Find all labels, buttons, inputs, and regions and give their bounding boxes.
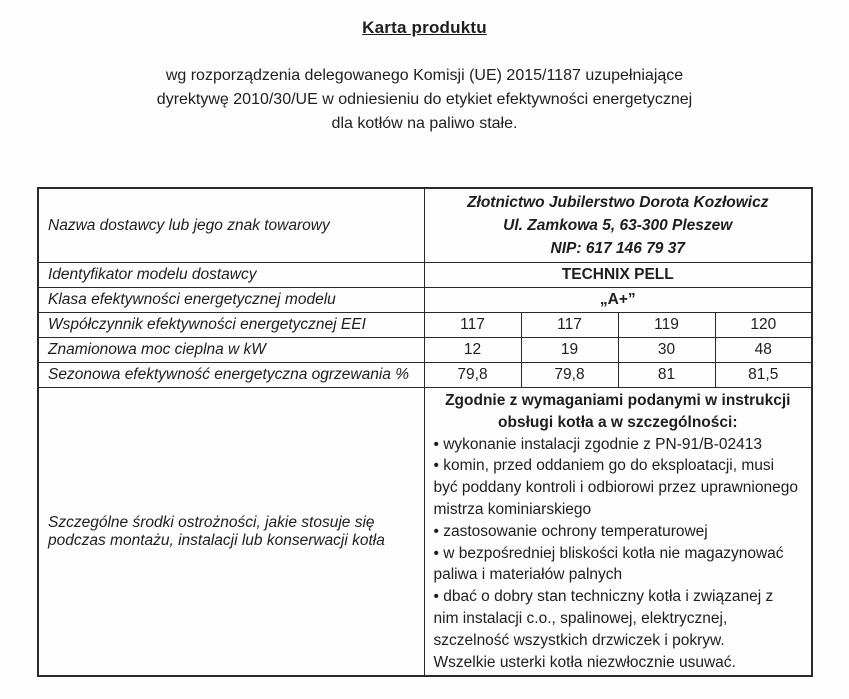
supplier-nip-line: NIP: 617 146 79 37 (550, 240, 685, 257)
product-table-container (37, 187, 813, 677)
efficiency-value-cell: 81,5 (715, 363, 812, 388)
row-label-seasonal-efficiency: Sezonowa efektywność energetyczna ogrzewania % (38, 363, 424, 388)
product-table (37, 187, 813, 677)
row-label-model-id: Identyfikator modelu dostawcy (38, 263, 424, 288)
eei-value-cell: 117 (521, 313, 618, 338)
row-label-rated-power: Znamionowa moc cieplna w kW (38, 338, 424, 363)
subtitle-line: wg rozporządzenia delegowanego Komisji (UE) 2015/1187 uzupełniające (165, 67, 684, 84)
power-value-cell: 48 (715, 338, 812, 363)
table-row-rated-power (38, 338, 812, 363)
precaution-bullet: • w bezpośredniej bliskości kotła nie magazynować paliwa i materiałów palnych (433, 544, 784, 584)
supplier-address-line: Ul. Zamkowa 5, 63-300 Pleszew (503, 217, 733, 234)
power-value-cell: 19 (521, 338, 618, 363)
supplier-name-line: Złotnictwo Jubilerstwo Dorota Kozłowicz (467, 194, 769, 211)
precaution-bullet: • wykonanie instalacji zgodnie z PN-91/B-02413 (433, 435, 763, 453)
power-value-cell: 12 (424, 338, 521, 363)
table-row-eei (38, 313, 812, 338)
precaution-bullet: • zastosowanie ochrony temperaturowej (433, 522, 708, 540)
efficiency-value-cell: 79,8 (521, 363, 618, 388)
row-value-model-id: TECHNIX PELL (424, 263, 812, 288)
row-label-supplier: Nazwa dostawcy lub jego znak towarowy (38, 188, 424, 263)
row-label-eei: Współczynnik efektywności energetycznej EEI (38, 313, 424, 338)
table-row-energy-class (38, 288, 812, 313)
precaution-bullet: • komin, przed oddaniem go do eksploatacji, musi być poddany kontroli i odbiorowi przez uprawnionego mistrza kominiarskiego (433, 457, 798, 518)
page-subtitle (40, 64, 809, 136)
subtitle-line: dyrektywę 2010/30/UE w odniesieniu do etykiet efektywności energetycznej (156, 91, 693, 108)
eei-value-cell: 120 (715, 313, 812, 338)
precaution-bullet: • dbać o dobry stan techniczny kotła i związanej z nim instalacji c.o., spalinowej, elektrycznej, szczelność wszystkich drzwiczek i pokryw. (433, 588, 774, 649)
row-label-energy-class: Klasa efektywności energetycznej modelu (38, 288, 424, 313)
table-row-supplier (38, 188, 812, 263)
precautions-footer: Wszelkie usterki kotła niezwłocznie usuwać. (433, 653, 736, 671)
subtitle-line: dla kotłów na paliwo stałe. (331, 115, 518, 132)
power-value-cell: 30 (618, 338, 715, 363)
efficiency-value-cell: 79,8 (424, 363, 521, 388)
table-row-model-id (38, 263, 812, 288)
row-value-precautions (424, 388, 812, 677)
eei-value-cell: 117 (424, 313, 521, 338)
table-row-precautions (38, 388, 812, 677)
row-value-supplier (424, 188, 812, 263)
precautions-heading: Zgodnie z wymaganiami podanymi w instrukcji obsługi kotła a w szczególności: (445, 392, 791, 431)
row-value-energy-class: „A+” (424, 288, 812, 313)
table-row-seasonal-efficiency (38, 363, 812, 388)
page-title: Karta produktu (362, 18, 487, 37)
efficiency-value-cell: 81 (618, 363, 715, 388)
row-label-precautions: Szczególne środki ostrożności, jakie stosuje się podczas montażu, instalacji lub konserwacji kotła (38, 388, 424, 677)
eei-value-cell: 119 (618, 313, 715, 338)
